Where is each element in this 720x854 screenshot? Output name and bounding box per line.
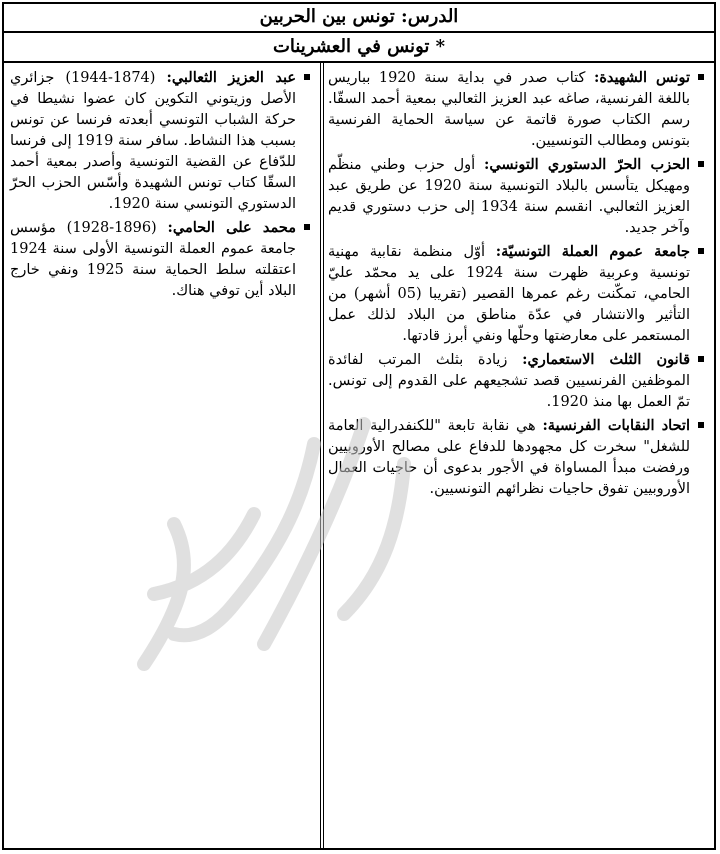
figures-column <box>4 63 320 848</box>
term: عبد العزيز الثعالبي: <box>166 69 296 86</box>
term: محمد على الحامي: <box>167 219 297 236</box>
list-item <box>328 241 706 347</box>
term: الحزب الحرّ الدستوري التونسي: <box>483 156 691 173</box>
term: اتحاد النقابات الفرنسية: <box>542 417 690 434</box>
definition: هي نقابة تابعة "للكنفدرالية العامة للشغل" سخرت كل مجهودها للدفاع على مصالح الأوروبيين ورفضت مبدأ المساواة في الأجور بدعوى أن حاجيات العمال الأوروبيين تفوق حاجيات نظرائهم التونسيين. <box>328 418 690 497</box>
lesson-table <box>2 2 716 850</box>
list-item <box>10 67 312 215</box>
content-columns <box>4 63 714 848</box>
term: جامعة عموم العملة التونسيّة: <box>495 243 690 260</box>
bullet-icon <box>304 224 310 230</box>
definitions-column <box>322 63 714 848</box>
lesson-title: الدرس: تونس بين الحربين <box>4 4 714 33</box>
definition: كتاب صدر في بداية سنة 1920 بباريس باللغة الفرنسية، صاغه عبد العزيز الثعالبي بمعية أحمد السقّا. رسم الكتاب صورة قاتمة عن سياسة الحماية الفرنسية بتونس ومطالب التونسيين. <box>328 70 690 149</box>
bullet-icon <box>698 74 704 80</box>
list-item <box>328 349 706 413</box>
list-item <box>328 67 706 152</box>
list-item <box>10 217 312 302</box>
definition: أول حزب وطني منظّم ومهيكل يتأسس بالبلاد التونسية سنة 1920 عن طريق عبد العزيز الثعالبي. انقسم سنة 1934 إلى حزب دستوري قديم وآخر جديد. <box>328 157 691 236</box>
list-item <box>328 415 706 500</box>
bullet-icon <box>304 74 310 80</box>
bullet-icon <box>698 161 704 167</box>
definition: (1874-1944) جزائري الأصل وزيتوني التكوين كان عضوا نشيطا في حركة الشباب التونسي أبعدته فرنسا عن تونس بسبب هذا النشاط. سافر سنة 1919 إلى فرنسا للدّفاع عن القضية التونسية وأصدر بمعية أحمد السقّا كتاب تونس الشهيدة وأسّس الحزب الحرّ الدستوري التونسي سنة 1920. <box>10 70 296 212</box>
list-item <box>328 154 706 239</box>
bullet-icon <box>698 248 704 254</box>
column-divider <box>320 63 324 848</box>
definition: زيادة بثلث المرتب لفائدة الموظفين الفرنسيين قصد تشجيعهم على القدوم إلى تونس. تمّ العمل بها منذ 1920. <box>328 352 690 410</box>
definition: أوّل منظمة نقابية مهنية تونسية وعربية ظهرت سنة 1924 على يد محمّد عليّ الحامي، تمكّنت رغم عمرها القصير (تقريبا (05 أشهر) من التأثير والانتشار في عدّة مناطق من البلاد لذلك عمل المستعمر على معارضتها وحلّها ونفي أبرز قادتها. <box>328 244 690 344</box>
definition: (1896-1928) مؤسس جامعة عموم العملة التونسية الأولى سنة 1924 اعتقلته سلط الحماية سنة 1925 ونفي خارج البلاد أين توفي هناك. <box>10 220 296 299</box>
term: تونس الشهيدة: <box>593 69 690 86</box>
bullet-icon <box>698 422 704 428</box>
section-title: * تونس في العشرينات <box>4 33 714 63</box>
bullet-icon <box>698 356 704 362</box>
term: قانون الثلث الاستعماري: <box>522 351 691 368</box>
